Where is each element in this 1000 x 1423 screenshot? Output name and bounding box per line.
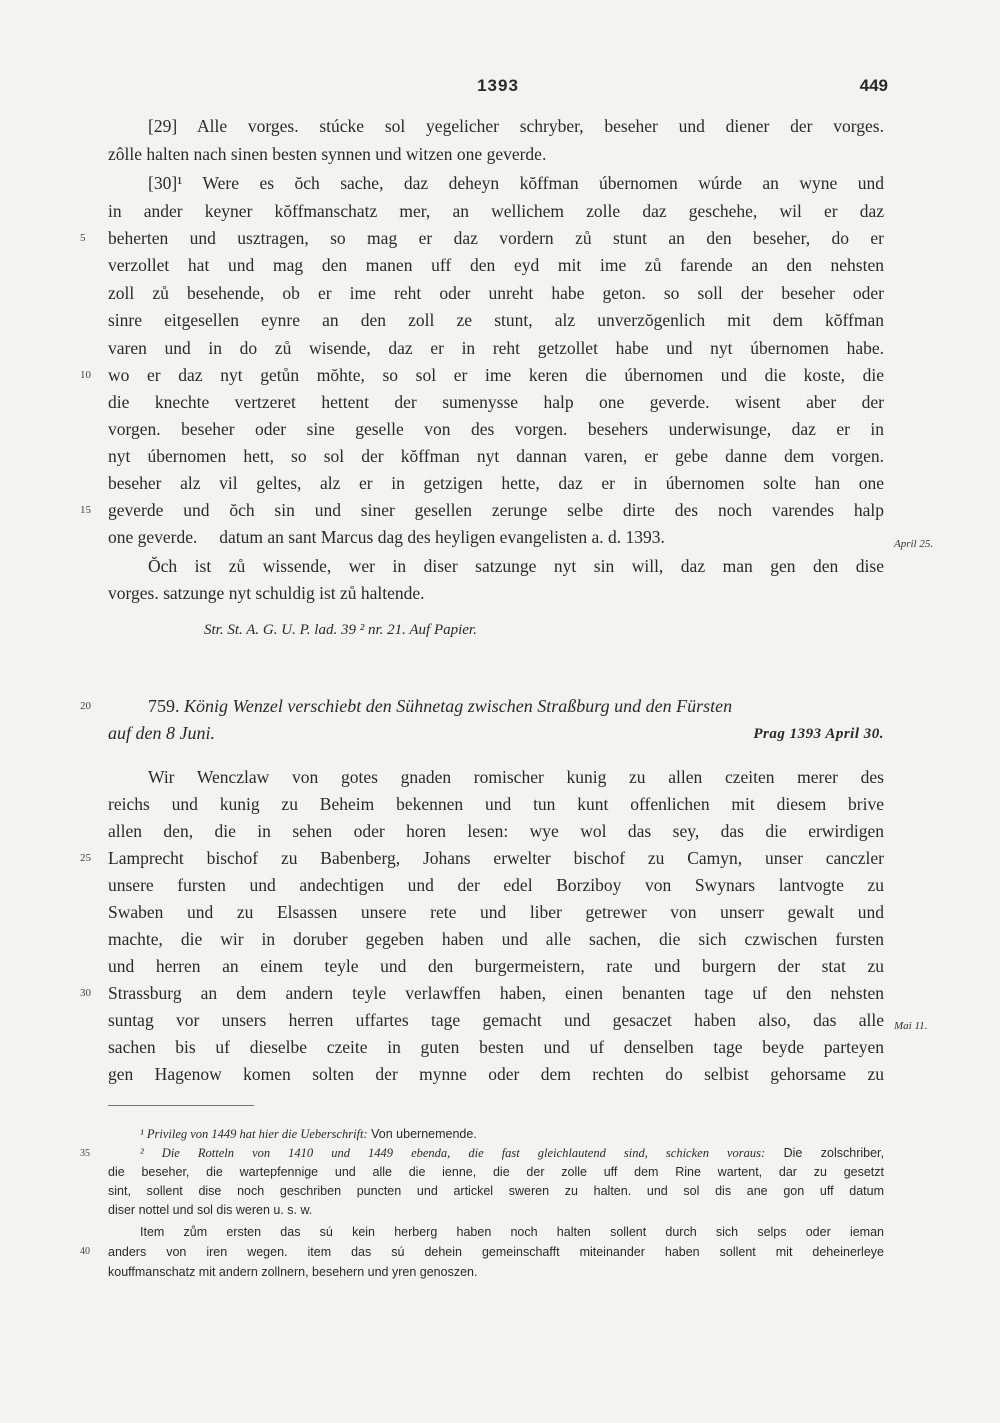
text-line: Strassburg an dem andern teyle verlawffen haben, einen benanten tage uf den nehsten <box>108 983 884 1003</box>
footnote-line: kouffmanschatz mit andern zollnern, besehern und yren genoszen. <box>108 1265 478 1279</box>
text-line: vorges. satzunge nyt schuldig ist zů haltende. <box>108 583 425 603</box>
footnote-2 <box>140 1143 884 1163</box>
document-title: König Wenzel verschiebt den Sühnetag zwischen Straßburg und den Fürsten <box>184 696 733 716</box>
text-line: Lamprecht bischof zu Babenberg, Johans erwelter bischof zu Camyn, unser canczler <box>108 848 884 868</box>
footnote-line: anders von iren wegen. item das sú dehein gemeinschafft miteinander haben sollent mit deheinerleye <box>108 1245 884 1259</box>
text-line: sachen bis uf dieselbe czeite in guten besten und uf denselben tage beyde parteyen <box>108 1037 884 1057</box>
margin-date: April 25. <box>894 538 934 550</box>
text-line: varen und in do zů wisende, daz er in reht getzollet habe und nyt úbernomen habe. <box>108 338 884 358</box>
line-number: 40 <box>80 1246 90 1257</box>
footnote-1-lead: ¹ Privileg von 1449 hat hier die Ueberschrift: <box>140 1127 368 1141</box>
page-number: 449 <box>859 76 888 95</box>
text-line: suntag vor unsers herren uffartes tage gemacht und gesaczet haben also, das alle <box>108 1010 884 1030</box>
footnote-line: Item zům ersten das sú kein herberg haben noch halten sollent durch sich selps oder ieman <box>140 1225 884 1239</box>
margin-date: Mai 11. <box>894 1020 928 1032</box>
text-line: Swaben und zu Elsassen unsere rete und liber getrewer von unserr gewalt und <box>108 902 884 922</box>
footnote-2-text: Die zolschriber, <box>783 1146 884 1160</box>
text-line: verzollet hat und mag den manen uff den eyd mit ime zů farende an den nehsten <box>108 255 884 275</box>
footnote-line: die beseher, die wartepfennige und alle die ienne, die der zolle uff dem Rine wartent, dar zu gesetzt <box>108 1165 884 1179</box>
line-number: 35 <box>80 1148 90 1159</box>
text-line: zôlle halten nach sinen besten synnen und witzen one geverde. <box>108 144 547 164</box>
text-line: Ŏch ist zů wissende, wer in diser satzunge nyt sin will, daz man gen den dise <box>148 556 884 576</box>
running-head-year: 1393 <box>477 76 519 95</box>
text-line: [30]¹ Were es ŏch sache, daz deheyn kŏffman úbernomen wúrde an wyne und <box>148 173 884 193</box>
document-place-date: Prag 1393 April 30. <box>753 726 884 742</box>
line-number: 20 <box>80 700 91 712</box>
source-note: Str. St. A. G. U. P. lad. 39 ² nr. 21. Auf Papier. <box>204 622 477 638</box>
footnote-2-lead: ² Die Rotteln von 1410 und 1449 ebenda, die fast gleichlautend sind, schicken voraus: <box>140 1146 766 1160</box>
footnote-rule <box>108 1105 254 1106</box>
line-number: 10 <box>80 369 91 381</box>
text-line: [29] Alle vorges. stúcke sol yegelicher schryber, beseher und diener der vorges. <box>148 116 884 136</box>
document-heading <box>148 693 884 720</box>
text-line: machte, die wir in doruber gegeben haben und alle sachen, die sich czwischen fursten <box>108 929 884 949</box>
text-line: zoll zů besehende, ob er ime reht oder unreht habe geton. so soll der beseher oder <box>108 283 884 303</box>
text-line: geverde und ŏch sin und siner gesellen zerunge selbe dirte des noch varendes halp <box>108 500 884 520</box>
text-line: reichs und kunig zu Beheim bekennen und tun kunt offenlichen mit diesem brive <box>108 794 884 814</box>
text-line: sinre eitgesellen eynre an den zoll ze stunt, alz unverzŏgenlich mit dem kŏffman <box>108 310 884 330</box>
text-line: und herren an einem teyle und den burgermeistern, rate und burgern der stat zu <box>108 956 884 976</box>
text-line: beseher alz vil geltes, alz er in getzigen hette, daz er in úbernomen solte han one <box>108 473 884 493</box>
footnote-1-text: Von ubernemende. <box>371 1127 477 1141</box>
line-number: 30 <box>80 987 91 999</box>
document-number: 759. <box>148 696 180 716</box>
text-line: one geverde. datum an sant Marcus dag des heyligen evangelisten a. d. 1393. <box>108 527 665 547</box>
text-line: allen den, die in sehen oder horen lesen: wye wol das sey, das die erwirdigen <box>108 821 884 841</box>
line-number: 25 <box>80 852 91 864</box>
document-title-cont: auf den 8 Juni. <box>108 723 215 743</box>
text-line: die knechte vertzeret hettent der sumenysse halp one geverde. wisent aber der <box>108 392 884 412</box>
line-number: 15 <box>80 504 91 516</box>
text-line: wo er daz nyt getůn mŏhte, so sol er ime keren die úbernomen und die koste, die <box>108 365 884 385</box>
footnote-line: diser nottel und sol dis weren u. s. w. <box>108 1203 313 1217</box>
footnote-1 <box>140 1124 884 1144</box>
text-line: gen Hagenow komen solten der mynne oder dem rechten do selbist gehorsame zu <box>108 1064 884 1084</box>
text-line: Wir Wenczlaw von gotes gnaden romischer kunig zu allen czeiten merer des <box>148 767 884 787</box>
footnote-line: sint, sollent dise noch geschriben puncten und artickel sweren zu halten. und sol dis ane gon uff datum <box>108 1184 884 1198</box>
text-line: nyt úbernomen hett, so sol der kŏffman nyt dannan varen, er gebe danne dem vorgen. <box>108 446 884 466</box>
text-line: vorgen. beseher oder sine geselle von des vorgen. besehers underwisunge, daz er in <box>108 419 884 439</box>
text-line: beherten und usztragen, so mag er daz vordern zů stunt an den beseher, do er <box>108 228 884 248</box>
text-line: in ander keyner kŏffmanschatz mer, an wellichem zolle daz geschehe, wil er daz <box>108 201 884 221</box>
text-line: unsere fursten und andechtigen und der edel Borziboy von Swynars lantvogte zu <box>108 875 884 895</box>
line-number: 5 <box>80 232 86 244</box>
